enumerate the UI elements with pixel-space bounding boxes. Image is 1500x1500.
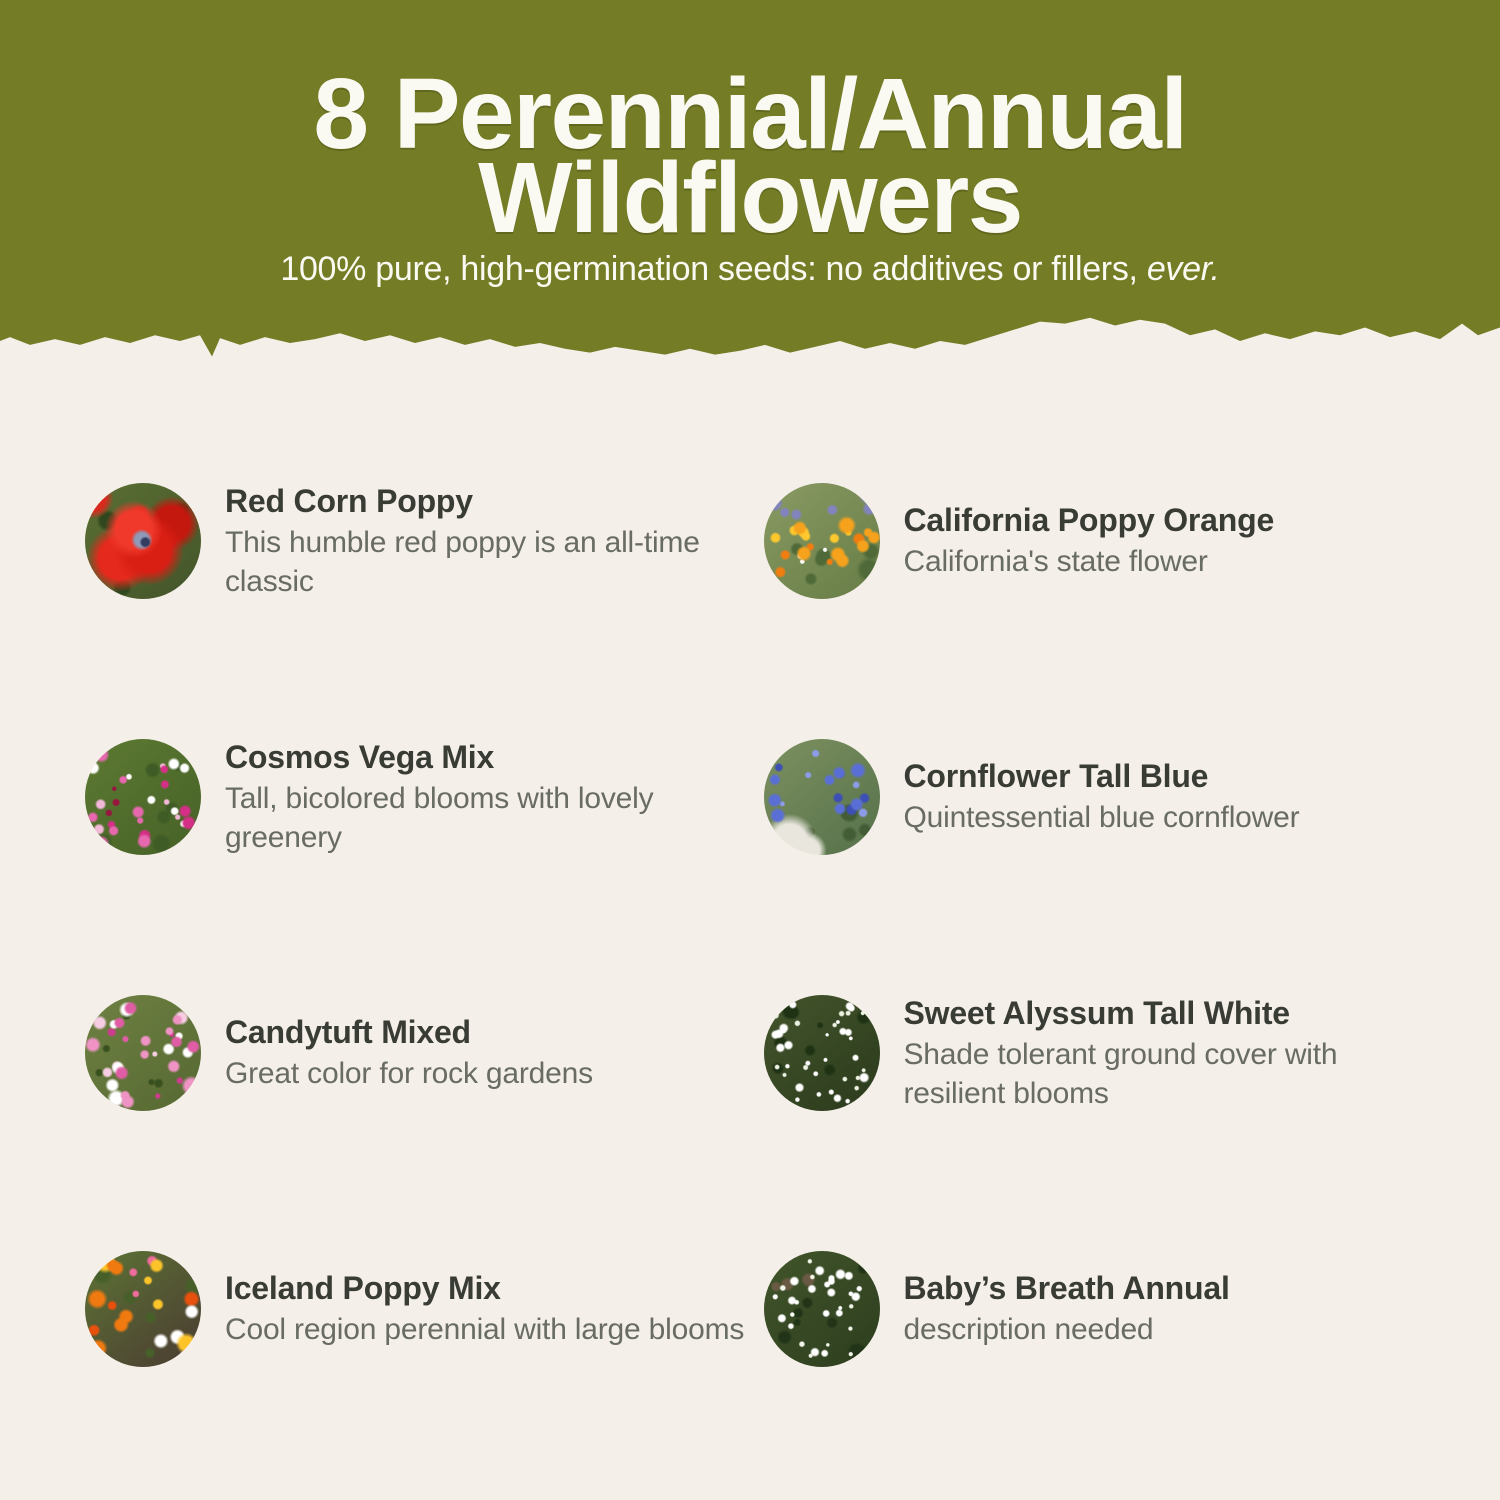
subtitle-text: 100% pure, high-germination seeds: no additives or fillers, [280,250,1147,288]
item-description: Quintessential blue cornflower [903,801,1300,835]
subtitle-emphasis: ever. [1146,250,1220,288]
page-title-line2: Wildflowers [478,142,1022,254]
item-text [225,481,750,600]
item-description: This humble red poppy is an all-time classic [225,526,700,598]
item-text [904,500,1275,581]
sweet-alyssum-tall-white-photo [764,995,880,1111]
torn-paper-edge [0,312,1500,372]
page-title-line1: 8 Perennial/Annual [313,58,1187,170]
wildflower-item [764,483,1431,599]
item-text [225,1268,744,1349]
wildflower-item [85,995,752,1111]
item-title: Iceland Poppy Mix [225,1270,501,1307]
item-description: Cool region perennial with large blooms [225,1313,745,1347]
item-text [904,993,1429,1112]
item-title: Candytuft Mixed [225,1014,471,1051]
page-subtitle [0,250,1500,289]
babys-breath-annual-photo [764,1251,880,1367]
item-description: Shade tolerant ground cover with resilient blooms [903,1038,1338,1110]
header-banner [0,0,1500,312]
iceland-poppy-mix-photo [85,1251,201,1367]
item-text [904,756,1300,837]
item-title: Baby’s Breath Annual [903,1270,1230,1307]
wildflower-item [764,993,1431,1112]
item-text [904,1268,1230,1349]
california-poppy-orange-photo [764,483,880,599]
item-title: Red Corn Poppy [225,483,473,520]
item-description: description needed [903,1313,1154,1347]
cornflower-tall-blue-photo [764,739,880,855]
item-text [225,737,750,856]
item-title: Cosmos Vega Mix [225,739,495,776]
item-description: California's state flower [903,545,1208,579]
wildflower-item [764,739,1431,855]
cosmos-vega-mix-photo [85,739,201,855]
item-description: Tall, bicolored blooms with lovely greenery [225,782,654,854]
wildflower-item [764,1251,1431,1367]
item-description: Great color for rock gardens [225,1057,593,1091]
page-title [0,0,1500,254]
torn-edge-shape [0,312,1500,357]
item-title: Cornflower Tall Blue [903,758,1209,795]
candytuft-mixed-photo [85,995,201,1111]
items-grid [0,372,1500,1437]
item-title: Sweet Alyssum Tall White [903,995,1290,1032]
red-corn-poppy-photo [85,483,201,599]
item-text [225,1012,593,1093]
item-title: California Poppy Orange [903,502,1275,539]
wildflower-item [85,481,752,600]
wildflower-item [85,737,752,856]
wildflower-item [85,1251,752,1367]
